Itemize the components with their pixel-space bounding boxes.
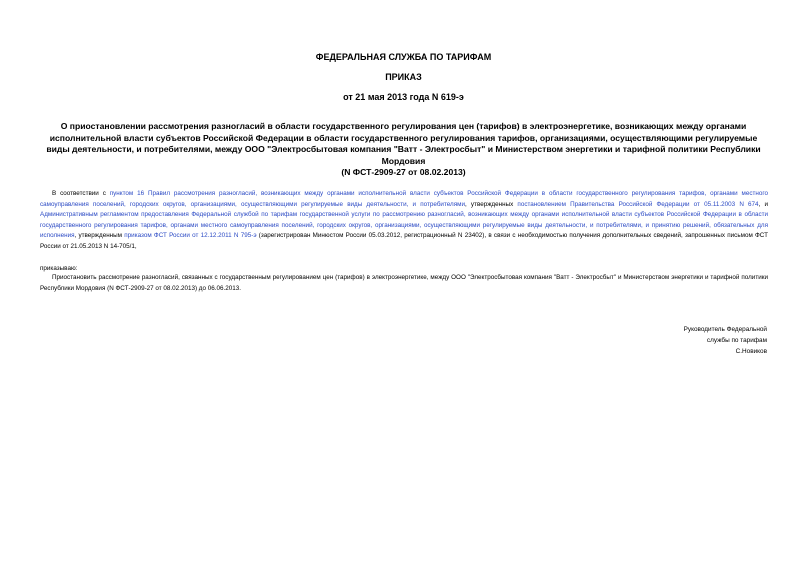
signature-position-line1: Руководитель Федеральной <box>683 326 767 333</box>
preamble-text-5: (зарегистрирован Минюстом России 05.03.2012, регистрационный N 23402), в связи с необходимостью получения дополнительных сведений, запрошенных письмом ФСТ России от 21.05.2013 N 14-705/1, <box>40 232 768 250</box>
link-rules-item-16[interactable]: пунктом 16 Правил рассмотрения разногласий, возникающих между органами исполнительной власти субъектов Российской Федерации в области государственного регулирования тарифов, органами местного самоуправления поселений, городских округов, организациями, осуществляющими регулируемые виды деятельности, и потребителями <box>40 190 769 208</box>
doc-date-number: от 21 мая 2013 года N 619-э <box>343 92 464 102</box>
preamble-text-4: , утвержденным <box>74 232 125 240</box>
case-number: (N ФСТ-2909-27 от 08.02.2013) <box>341 167 466 177</box>
agency-heading: ФЕДЕРАЛЬНАЯ СЛУЖБА ПО ТАРИФАМ <box>315 52 492 62</box>
signature-position-line2: службы по тарифам <box>706 337 767 345</box>
link-government-decree-674[interactable]: постановлением Правительства Российской Федерации от 05.11.2003 N 674 <box>517 200 759 208</box>
signature-block <box>684 324 767 358</box>
preamble-paragraph <box>40 189 768 253</box>
preamble-text-3: , и <box>758 200 769 208</box>
document-title <box>40 121 767 179</box>
decision-paragraph: Приостановить рассмотрение разногласий, связанных с государственным регулированием цен (тарифов) в электроэнергетике, между ООО "Электросбытовая компания "Ватт - Электросбыт" и Министерством энергетики и тарифной политики Республики Мордовия (N ФСТ-2909-27 от 08.02.2013) до 06.06.2013. <box>40 274 768 292</box>
doc-type-heading: ПРИКАЗ <box>385 72 422 82</box>
orders-label: приказываю: <box>40 265 78 272</box>
preamble-text-2: , утвержденных <box>464 200 518 208</box>
link-fst-order-795[interactable]: приказом ФСТ России от 12.12.2011 N 795-э <box>124 232 257 240</box>
link-administrative-regulation[interactable]: Административным регламентом предоставления Федеральной службой по тарифам государственной услуги по рассмотрению разногласий, возникающих между органами исполнительной власти субъектов Российской Федерации в области государственного регулирования тарифов, органами местного самоуправления поселений, городских округов, организациями, осуществляющими регулируемые виды деятельности, и потребителями, и принятию решений, обязательных для исполнения <box>40 211 768 240</box>
signature-name: С.Новиков <box>735 348 767 356</box>
title-text: О приостановлении рассмотрения разногласий в области государственного регулирования цен (тарифов) в электроэнергетике, возникающих между органами исполнительной власти субъектов Российской Федерации в области государственного регулирования тарифов, организациями, осуществляющими регулируемые виды деятельности, и потребителями, между ООО "Электросбытовая компания "Ватт - Электросбыт" и Министерством энергетики и тарифной политики Республики Мордовия <box>46 121 761 166</box>
preamble-text-1: В соответствии с <box>52 190 110 197</box>
